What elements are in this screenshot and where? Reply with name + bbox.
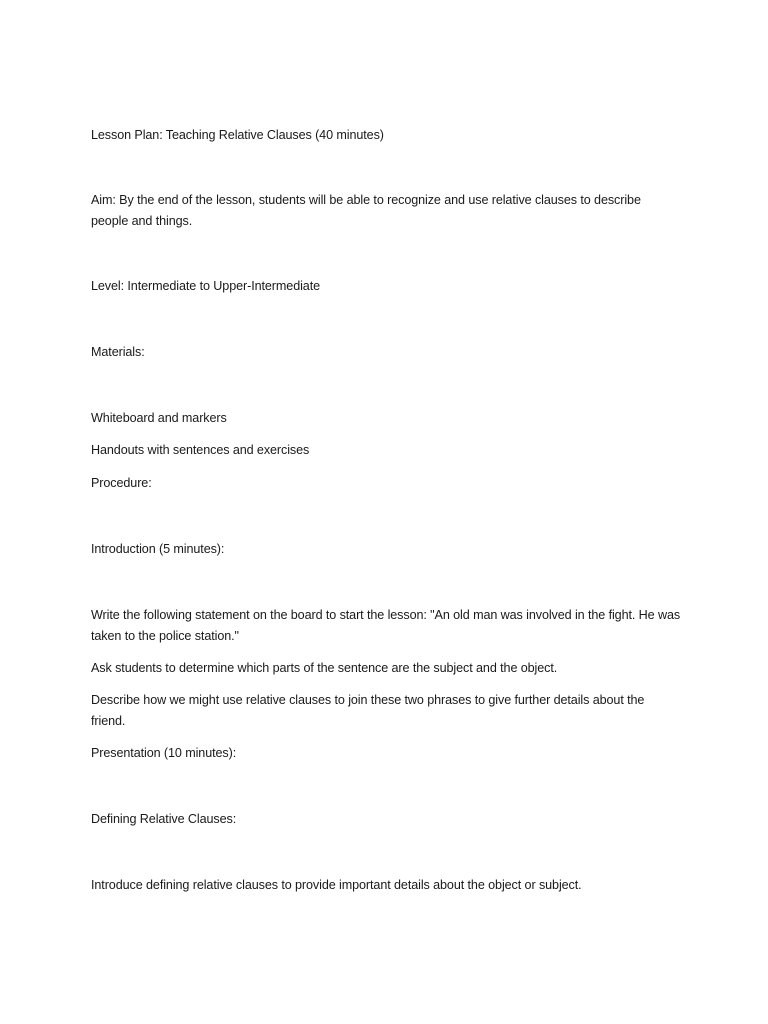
materials-heading: Materials: (91, 345, 145, 359)
level-line: Level: Intermediate to Upper-Intermediate (91, 279, 321, 293)
introduction-heading: Introduction (5 minutes): (91, 542, 225, 556)
procedure-heading: Procedure: (91, 476, 152, 490)
aim-paragraph: Aim: By the end of the lesson, students will be able to recognize and use relative clauses to describe people and things. (91, 193, 641, 228)
materials-item: Handouts with sentences and exercises (91, 443, 310, 457)
lesson-title: Lesson Plan: Teaching Relative Clauses (40 minutes) (91, 128, 384, 142)
introduction-step: Ask students to determine which parts of the sentence are the subject and the object. (91, 661, 558, 675)
introduction-step: Describe how we might use relative clauses to join these two phrases to give further details about the friend. (91, 693, 645, 728)
presentation-heading: Presentation (10 minutes): (91, 746, 237, 760)
introduction-step: Write the following statement on the board to start the lesson: "An old man was involved in the fight. He was taken to the police station." (91, 608, 681, 643)
materials-item: Whiteboard and markers (91, 411, 227, 425)
defining-heading: Defining Relative Clauses: (91, 812, 237, 826)
defining-paragraph: Introduce defining relative clauses to provide important details about the object or subject. (91, 878, 582, 892)
